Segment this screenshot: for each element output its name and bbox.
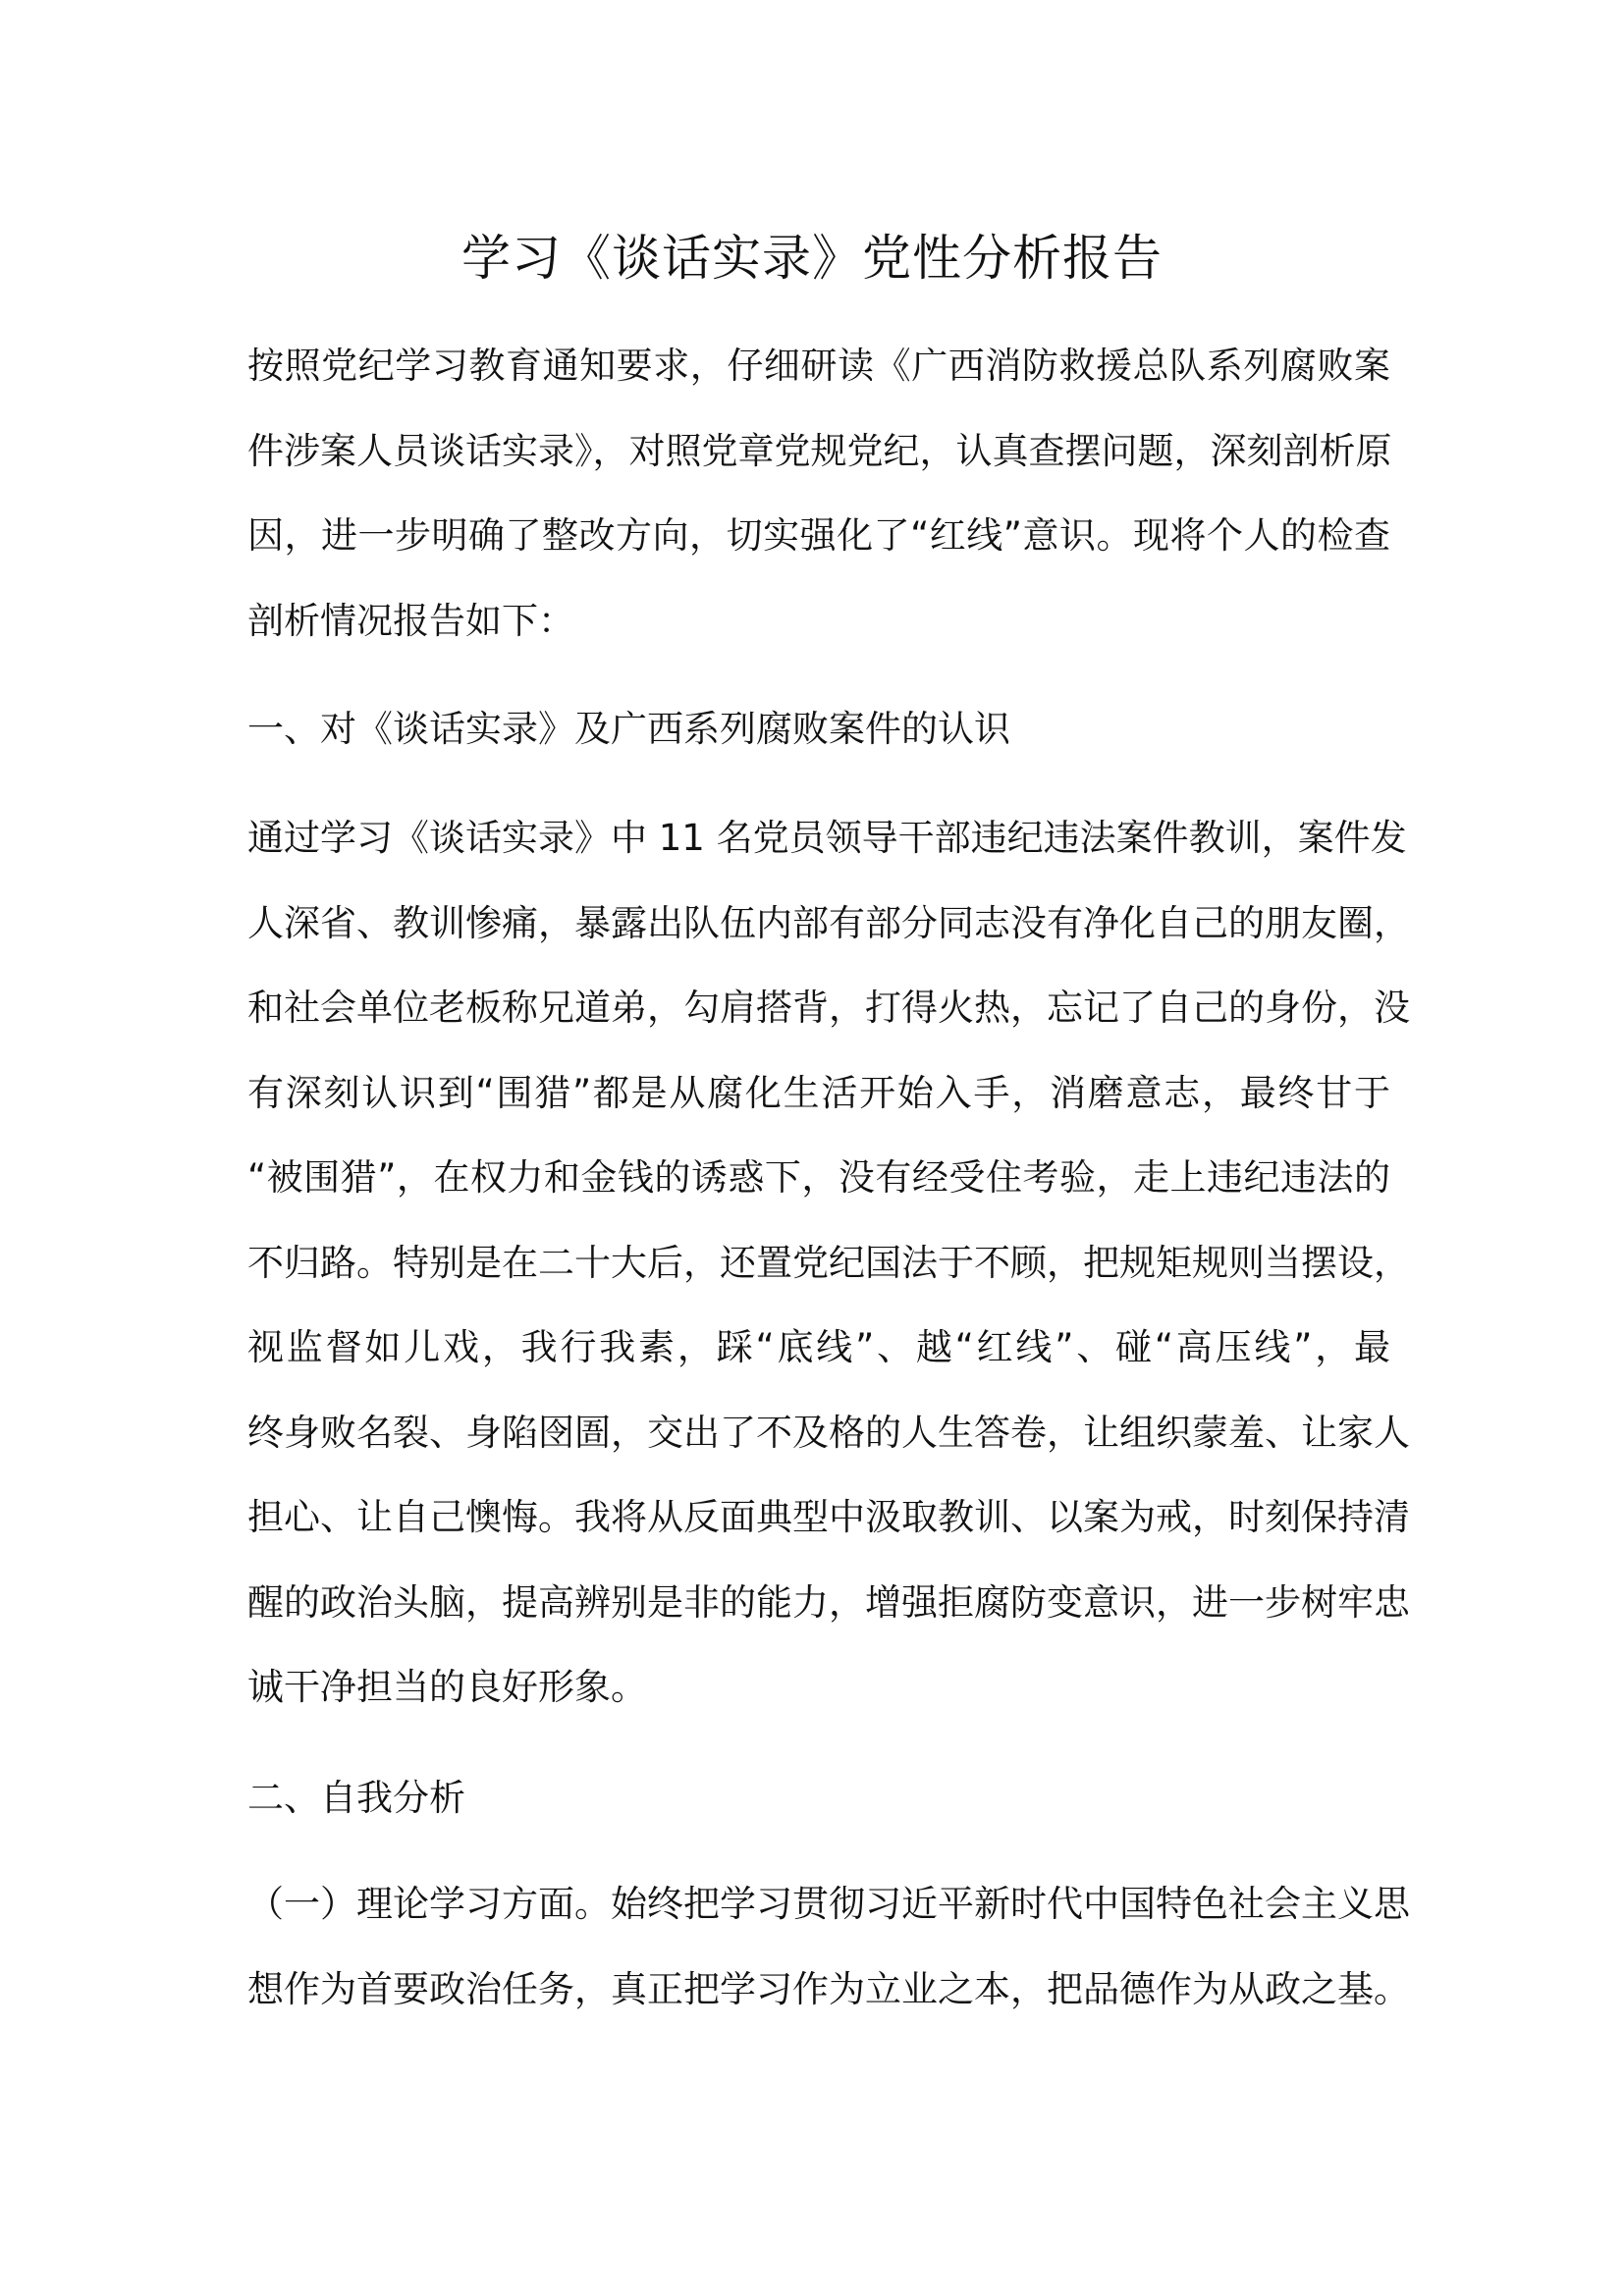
- text-line: 和社会单位老板称兄道弟，勾肩搭背，打得火热，忘记了自己的身份，没: [247, 987, 1410, 1029]
- text-line: 想作为首要政治任务，真正把学习作为立业之本，把品德作为从政之基。: [247, 1967, 1410, 2010]
- text-line: 因，进一步明确了整改方向，切实强化了“红线”意识。现将个人的检查: [247, 514, 1390, 557]
- text-line: 视监督如儿戏，我行我素，踩“底线”、越“红线”、碰“高压线”，最: [247, 1326, 1390, 1368]
- text-line: 件涉案人员谈话实录》，对照党章党规党纪，认真查摆问题，深刻剖析原: [247, 429, 1392, 472]
- text-line: 人深省、教训惨痛，暴露出队伍内部有部分同志没有净化自己的朋友圈，: [247, 901, 1410, 944]
- text-line: 诚干净担当的良好形象。: [247, 1666, 647, 1708]
- intro-paragraph: [247, 324, 1390, 664]
- text-line: “被围猎”，在权力和金钱的诱惑下，没有经受住考验，走上违纪违法的: [247, 1156, 1390, 1199]
- text-line: 有深刻认识到“围猎”都是从腐化生活开始入手，消磨意志，最终甘于: [247, 1071, 1390, 1114]
- text-line: 通过学习《谈话实录》中 11 名党员领导干部违纪违法案件教训，案件发: [247, 817, 1407, 859]
- text-line: （一）理论学习方面。始终把学习贯彻习近平新时代中国特色社会主义思: [247, 1883, 1410, 1925]
- text-line: 醒的政治头脑，提高辨别是非的能力，增强拒腐防变意识，进一步树牢忠: [247, 1580, 1410, 1624]
- text-line: 终身败名裂、身陷囹圄，交出了不及格的人生答卷，让组织蒙羞、让家人: [247, 1411, 1410, 1454]
- text-line: 按照党纪学习教育通知要求，仔细研读《广西消防救援总队系列腐败案: [247, 345, 1390, 387]
- heading-text: 二、自我分析: [247, 1777, 465, 1819]
- text-line: 担心、让自己懊悔。我将从反面典型中汲取教训、以案为戒，时刻保持清: [247, 1496, 1410, 1538]
- section-2-heading: [247, 1756, 1390, 1842]
- text-line: 不归路。特别是在二十大后，还置党纪国法于不顾，把规矩规则当摆设，: [247, 1241, 1410, 1284]
- document-title: 学习《谈话实录》党性分析报告: [461, 230, 1163, 287]
- heading-text: 一、对《谈话实录》及广西系列腐败案件的认识: [247, 708, 1010, 750]
- text-line: 剖析情况报告如下：: [247, 599, 574, 642]
- section-2-paragraph: [247, 1862, 1410, 2032]
- section-1-paragraph: [247, 796, 1410, 1731]
- section-1-heading: [247, 687, 1390, 773]
